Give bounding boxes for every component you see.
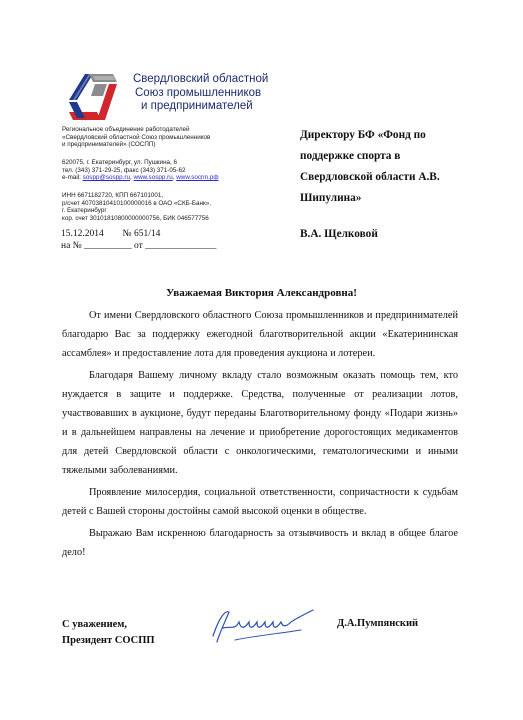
- recipient-line-4: Шипулина»: [300, 192, 362, 204]
- reference-line: на № __________ от _______________: [61, 241, 217, 251]
- email-prefix: e-mail:: [62, 174, 83, 182]
- handwritten-signature: [205, 600, 320, 648]
- recipient-block: [300, 125, 500, 209]
- email-link[interactable]: sospp@sospp.ru: [82, 174, 131, 182]
- paragraph-3: Проявление милосердия, социальной ответственности, сопричастности к судьбам детей с Вашей стороны достойны самой высокой оценки в обществе.: [62, 487, 458, 517]
- legal-line-1: Региональное объединение работодателей: [62, 126, 190, 133]
- letter-date: 15.12.2014: [61, 229, 104, 239]
- org-name-line-1: Свердловский областной: [133, 73, 269, 85]
- paragraph-1: От имени Свердловского областного Союза промышленников и предпринимателей благодарю Вас за поддержку ежегодной благотворительной акции «Екатерининская ассамблея» и предоставление лота для проведения аукциона и лотереи.: [62, 310, 458, 359]
- bank-city: г. Екатеринбург: [62, 207, 107, 215]
- bank-account: р/счет 40703810410100000016 в ОАО «СКБ-Банк»,: [62, 199, 211, 207]
- org-name-line-2: Союз промышленников: [135, 86, 262, 99]
- recipient-line-1: Директору БФ «Фонд по: [300, 129, 426, 141]
- signer-title: Президент СОСПП: [62, 635, 155, 646]
- paragraph-4: Выражаю Вам искренною благодарность за отзывчивость и вклад в общее благое дело!: [62, 528, 458, 558]
- inn: ИНН 6671182720, КПП 667101001,: [62, 192, 164, 199]
- legal-line-3: и предпринимателей» (СОСПП): [62, 141, 156, 149]
- org-name-line-3: и предпринимателей: [141, 100, 253, 112]
- corr-account: кор. счет 30101810800000000756, БИК 046577756: [62, 214, 209, 222]
- closing-block: [62, 617, 155, 649]
- address: 620075, г. Екатеринбург, ул. Пушкина, 6: [62, 159, 178, 166]
- legal-line-2: «Свердловский областной Союз промышленников: [62, 133, 211, 141]
- bank-details-block: [62, 192, 211, 222]
- paragraph-2: Благодаря Вашему личному вкладу стало возможным оказать помощь тем, кто нуждается в защите и поддержке. Средства, полученные от реализации лотов, участвовавших в аукционе, будут переданы Благотворительному фонду «Подари жизнь» и в дальнейшем направлены на лечение и приобретение дорогостоящих медикаментов для детей Свердловской области с онкологическими, гематологическими и иными тяжелыми заболеваниями.: [62, 370, 458, 476]
- recipient-line-2: поддержке спорта в: [300, 150, 401, 162]
- sospp-logo: [63, 70, 119, 126]
- org-name: [133, 73, 283, 114]
- email-line: e-mail: sospp@sospp.ru, www.sospp.ru, www.socnn.рф: [62, 174, 219, 182]
- recipient-line-3: Свердловской области А.В.: [300, 171, 440, 183]
- outgoing-registration: [61, 229, 160, 239]
- salutation: Уважаемая Виктория Александровна!: [166, 287, 357, 299]
- closing-regards: С уважением,: [62, 619, 128, 630]
- signer-name: Д.А.Пумпянский: [337, 618, 419, 629]
- letter-body: [62, 306, 458, 565]
- legal-name-block: [62, 126, 210, 149]
- website-link-2[interactable]: www.socnn.рф: [176, 174, 219, 182]
- phone: тел. (343) 371-29-25, факс (343) 371-05-62: [62, 166, 186, 174]
- number-label: №: [122, 229, 132, 239]
- website-link-1[interactable]: www.sospp.ru: [133, 174, 173, 182]
- letter-number: 651/14: [133, 229, 161, 239]
- contacts-block: [62, 159, 219, 182]
- recipient-name: В.А. Щелковой: [300, 228, 378, 240]
